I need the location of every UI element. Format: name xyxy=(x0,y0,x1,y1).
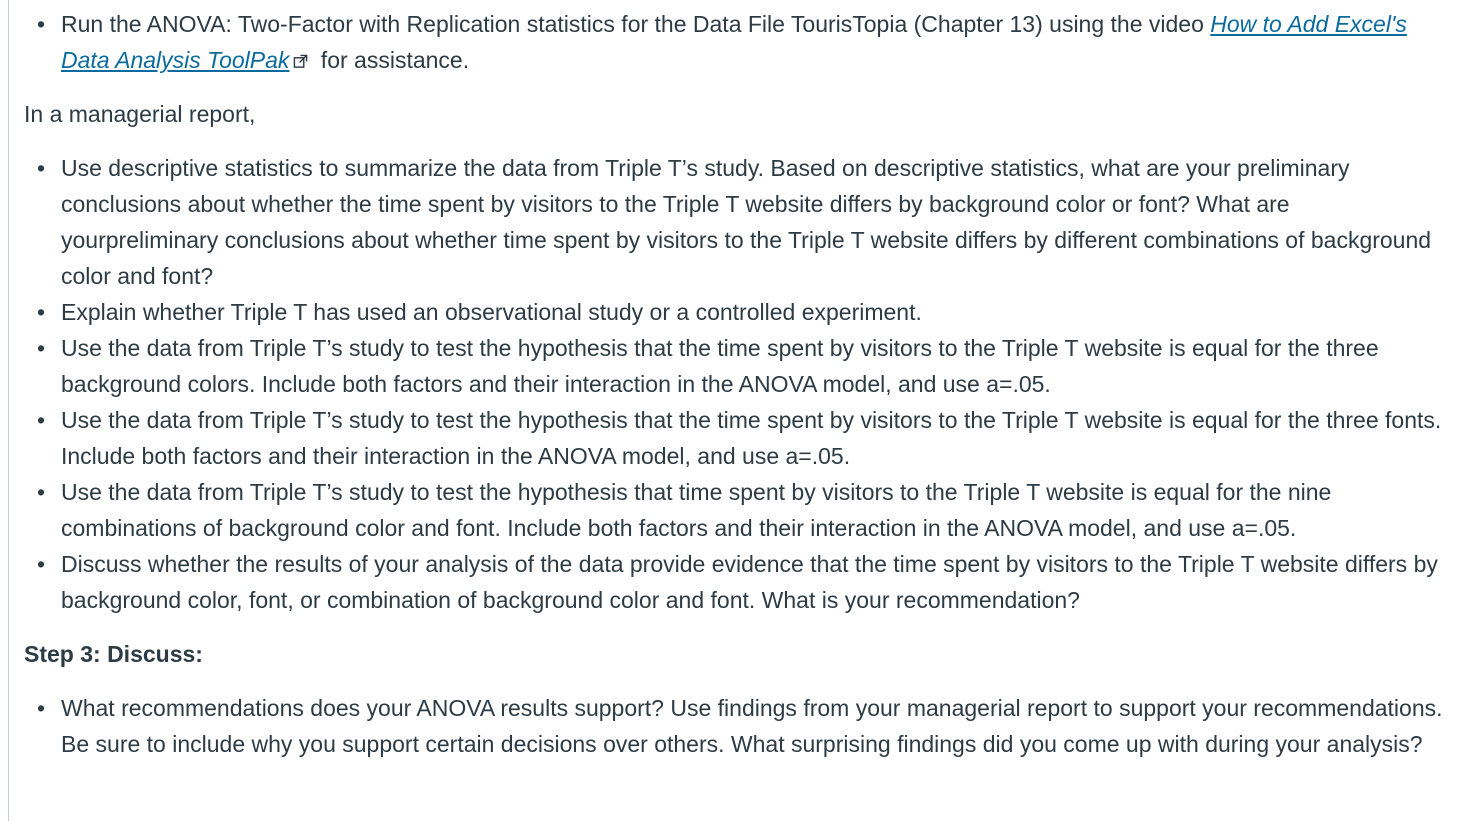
list-item: • Use descriptive statistics to summarize the data from Triple T’s study. Based on descriptive statistics, what are your preliminary conclusions about whether the time spent by visitors to the Triple T website differs by background color or font? What are yourpreliminary conclusions about whether time spent by visitors to the Triple T website differs by different combinations of background color and font? xyxy=(61,150,1444,294)
list-item: • Use the data from Triple T’s study to test the hypothesis that time spent by visitors to the Triple T website is equal for the nine combinations of background color and font. Include both factors and their interaction in the ANOVA model, and use a=.05. xyxy=(61,474,1444,546)
list-item: • Discuss whether the results of your analysis of the data provide evidence that the time spent by visitors to the Triple T website differs by background color, font, or combination of background color and font. What is your recommendation? xyxy=(61,546,1444,618)
instruction-text: Run the ANOVA: Two-Factor with Replication statistics for the Data File TourisTopia (Chapter 13) using the video xyxy=(61,11,1211,37)
discussion-list xyxy=(24,690,1444,762)
step-3-heading: Step 3: Discuss: xyxy=(24,641,203,667)
list-item: • Use the data from Triple T’s study to test the hypothesis that the time spent by visitors to the Triple T website is equal for the three fonts. Include both factors and their interaction in the ANOVA model, and use a=.05. xyxy=(61,402,1444,474)
list-item xyxy=(61,6,1444,78)
list-item: • Use the data from Triple T’s study to test the hypothesis that the time spent by visitors to the Triple T website is equal for the three background colors. Include both factors and their interaction in the ANOVA model, and use a=.05. xyxy=(61,330,1444,402)
report-intro: In a managerial report, xyxy=(24,101,256,127)
assignment-content xyxy=(24,6,1444,762)
list-item: • Explain whether Triple T has used an observational study or a controlled experiment. xyxy=(61,294,1444,330)
report-requirements-list xyxy=(24,150,1444,618)
list-item: • What recommendations does your ANOVA results support? Use findings from your managerial report to support your recommendations. Be sure to include why you support certain decisions over others. What surprising findings did you come up with during your analysis? xyxy=(61,690,1444,762)
instructions-list xyxy=(24,6,1444,78)
video-link-excel-toolpak[interactable]: How to Add Excel's Data Analysis ToolPak xyxy=(61,11,1407,73)
content-left-border xyxy=(8,0,9,821)
instruction-text-end: for assistance. xyxy=(314,47,470,73)
external-link-icon[interactable] xyxy=(289,47,314,73)
